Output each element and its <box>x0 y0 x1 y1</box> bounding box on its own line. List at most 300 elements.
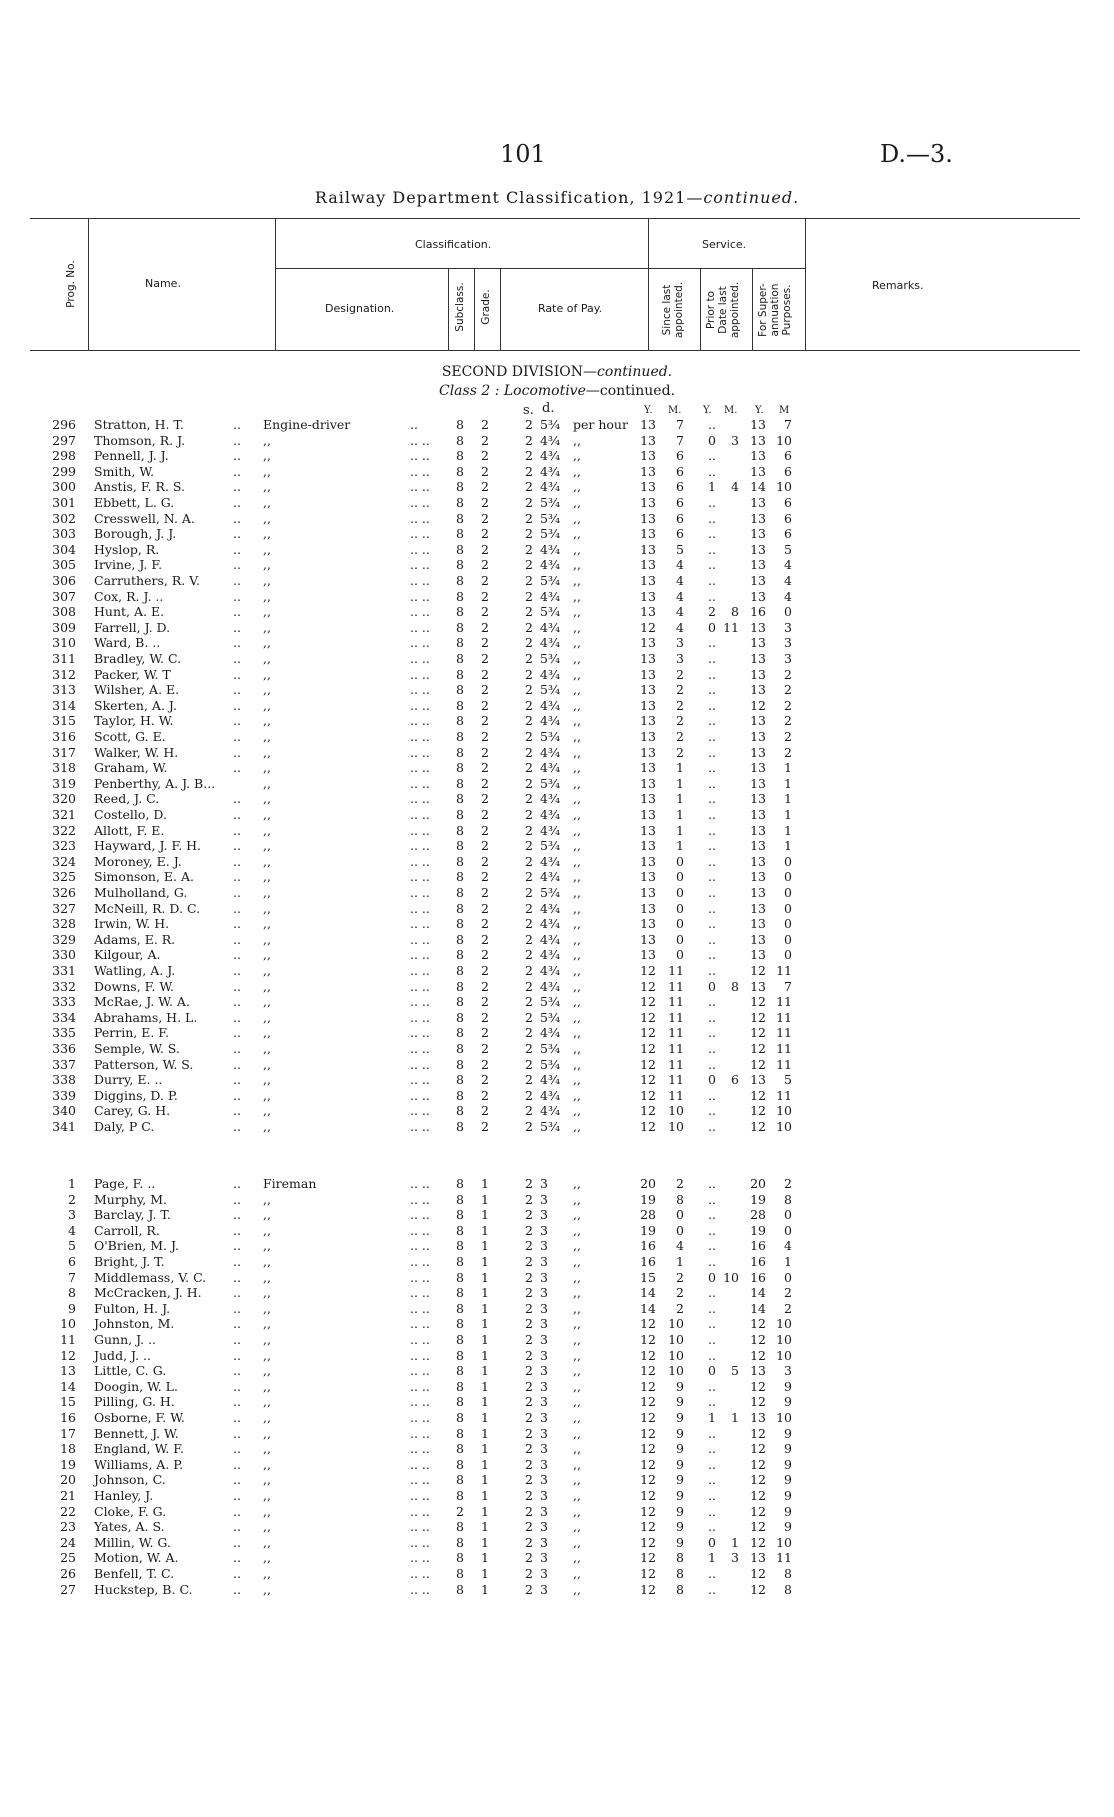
rate-shillings: 2 <box>525 1254 533 1269</box>
prior-months: 1 <box>731 1410 739 1425</box>
prog-no: 323 <box>52 838 76 854</box>
leader-dots: .. .. <box>410 666 430 682</box>
leader-dots: .. <box>233 791 241 807</box>
employee-name: Middlemass, V. C. <box>94 1269 207 1285</box>
super-months: 10 <box>776 479 792 495</box>
designation: ,, <box>263 916 271 932</box>
rate-shillings: 2 <box>525 885 533 900</box>
since-years: 12 <box>640 1347 656 1363</box>
rate-pence: 3 <box>540 1285 548 1301</box>
subclass: 8 <box>456 1534 464 1550</box>
rate-pence: 5¾ <box>540 1009 561 1025</box>
prog-no: 23 <box>60 1519 76 1535</box>
leader-dots: .. <box>233 1456 241 1472</box>
rate-pence: 4¾ <box>540 822 561 838</box>
prior-years: 0 <box>708 978 716 994</box>
leader-dots: .. .. <box>410 541 430 557</box>
designation: ,, <box>263 900 271 916</box>
rate-pence: 3 <box>540 1410 548 1425</box>
rate-pence: 3 <box>540 1222 548 1238</box>
leader-dots: .. <box>233 931 241 947</box>
since-years: 12 <box>640 1581 656 1597</box>
since-months: 10 <box>668 1363 684 1379</box>
grade: 1 <box>481 1566 489 1581</box>
super-months: 11 <box>776 1009 792 1025</box>
since-months: 9 <box>676 1378 684 1394</box>
rate-shillings: 2 <box>525 947 533 963</box>
prior-years: .. <box>708 947 716 963</box>
service-header: Service. <box>702 238 747 251</box>
prior-years: .. <box>708 994 716 1010</box>
rate-pence: 4¾ <box>540 1087 561 1103</box>
division-label: SECOND DIVISION— <box>441 364 598 380</box>
prog-no: 22 <box>60 1503 76 1519</box>
leader-dots: .. .. <box>410 1222 430 1238</box>
super-years: 12 <box>750 1332 766 1347</box>
col-divider <box>648 218 649 350</box>
grade: 1 <box>481 1285 489 1301</box>
subclass: 8 <box>456 853 464 869</box>
leader-dots: .. <box>233 1222 241 1238</box>
since-months: 9 <box>676 1456 684 1472</box>
subclass: 8 <box>456 744 464 760</box>
super-months: 10 <box>776 1103 792 1119</box>
grade: 2 <box>481 635 489 651</box>
subclass: 8 <box>456 1550 464 1566</box>
prog-no-header: Prog. No. <box>65 260 77 308</box>
super-months: 10 <box>776 1410 792 1425</box>
super-years: 13 <box>750 666 766 682</box>
leader-dots: .. .. <box>410 963 430 978</box>
super-years: 12 <box>750 1119 766 1134</box>
subclass: 8 <box>456 1456 464 1472</box>
employee-name: Semple, W. S. <box>94 1041 180 1056</box>
subclass: 8 <box>456 1041 464 1056</box>
grade: 1 <box>481 1316 489 1332</box>
designation: ,, <box>263 729 271 744</box>
rate-period: ,, <box>573 448 581 464</box>
prior-years: .. <box>708 510 716 526</box>
since-years: 13 <box>640 697 656 713</box>
rate-period: ,, <box>573 1519 581 1535</box>
grade: 2 <box>481 1103 489 1119</box>
class-label: Class 2 : <box>438 383 500 399</box>
leader-dots: .. <box>233 651 241 666</box>
super-months: 10 <box>776 1347 792 1363</box>
table-row <box>0 947 1114 963</box>
prior-months: 8 <box>731 978 739 994</box>
table-row <box>0 1488 1114 1504</box>
table-row <box>0 776 1114 792</box>
subclass: 8 <box>456 869 464 885</box>
leader-dots: .. <box>233 1332 241 1347</box>
grade: 2 <box>481 775 489 791</box>
super-months: 5 <box>784 1072 792 1088</box>
since-months: 9 <box>676 1488 684 1503</box>
prior-years: .. <box>708 526 716 542</box>
leader-dots: .. .. <box>410 557 430 573</box>
since-years: 13 <box>640 479 656 495</box>
rate-shillings: 2 <box>525 495 533 510</box>
subclass-header: Subclass. <box>454 282 466 332</box>
since-months: 9 <box>676 1394 684 1410</box>
employee-name: Abrahams, H. L. <box>94 1009 198 1025</box>
employee-name: McRae, J. W. A. <box>94 994 190 1010</box>
designation: ,, <box>263 651 271 666</box>
since-years: 12 <box>640 1103 656 1119</box>
employee-name: Simonson, E. A. <box>94 869 194 885</box>
since-years: 12 <box>640 1410 656 1425</box>
rate-period: ,, <box>573 557 581 573</box>
since-months: 3 <box>676 651 684 666</box>
table-row <box>0 1410 1114 1426</box>
rate-period: ,, <box>573 791 581 807</box>
leader-dots: .. .. <box>410 1425 430 1441</box>
employee-name: Walker, W. H. <box>94 744 179 760</box>
leader-dots: .. .. <box>410 1581 430 1597</box>
prog-no: 9 <box>68 1300 76 1316</box>
employee-name: Osborne, F. W. <box>94 1410 185 1425</box>
rate-shillings: 2 <box>525 697 533 713</box>
grade: 1 <box>481 1300 489 1316</box>
designation: ,, <box>263 760 271 776</box>
prog-no: 313 <box>52 682 76 698</box>
employee-name: Benfell, T. C. <box>94 1566 175 1581</box>
employee-name: Pennell, J. J. <box>94 448 169 464</box>
leader-dots: .. <box>233 1238 241 1254</box>
table-row <box>0 979 1114 995</box>
super-months: 11 <box>776 1041 792 1056</box>
leader-dots: .. <box>233 1534 241 1550</box>
super-months: 1 <box>784 791 792 807</box>
since-years: 12 <box>640 1056 656 1072</box>
subclass: 8 <box>456 1087 464 1103</box>
prog-no: 331 <box>52 963 76 978</box>
prior-years: .. <box>708 869 716 885</box>
rate-pence: 5¾ <box>540 651 561 666</box>
super-years: 16 <box>750 604 766 620</box>
super-years: 13 <box>750 557 766 573</box>
leader-dots: .. .. <box>410 744 430 760</box>
since-months: 1 <box>676 791 684 807</box>
prior-years: .. <box>708 448 716 464</box>
super-years: 13 <box>750 713 766 729</box>
leader-dots: .. <box>233 916 241 932</box>
prior-months: 10 <box>723 1269 739 1285</box>
rate-pence: 3 <box>540 1332 548 1347</box>
prior-years: .. <box>708 1472 716 1488</box>
subclass: 8 <box>456 1316 464 1332</box>
prior-years: .. <box>708 463 716 479</box>
rate-period: ,, <box>573 1254 581 1269</box>
rate-period: ,, <box>573 729 581 744</box>
leader-dots: .. .. <box>410 885 430 900</box>
leader-dots: .. <box>233 417 241 432</box>
rate-period: ,, <box>573 1441 581 1457</box>
grade: 2 <box>481 432 489 448</box>
rate-shillings: 2 <box>525 1441 533 1457</box>
leader-dots: .. <box>233 697 241 713</box>
leader-dots: .. .. <box>410 1378 430 1394</box>
employee-name: Irwin, W. H. <box>94 916 170 932</box>
grade: 1 <box>481 1363 489 1379</box>
since-years: 12 <box>640 963 656 978</box>
leader-dots: .. .. <box>410 1488 430 1503</box>
grade: 2 <box>481 619 489 635</box>
unit-months: M <box>779 405 790 416</box>
super-years: 12 <box>750 1534 766 1550</box>
subclass: 8 <box>456 604 464 620</box>
leader-dots: .. <box>233 1103 241 1119</box>
rate-shillings: 2 <box>525 604 533 620</box>
subclass: 8 <box>456 1332 464 1347</box>
since-months: 2 <box>676 713 684 729</box>
rate-pence: 5¾ <box>540 885 561 900</box>
since-years: 13 <box>640 900 656 916</box>
subclass: 8 <box>456 900 464 916</box>
since-years: 13 <box>640 651 656 666</box>
rate-pence: 5¾ <box>540 1041 561 1056</box>
super-years: 13 <box>750 495 766 510</box>
table-row <box>0 869 1114 885</box>
rate-shillings: 2 <box>525 1119 533 1134</box>
leader-dots: .. <box>233 1581 241 1597</box>
super-months: 0 <box>784 885 792 900</box>
table-row <box>0 1025 1114 1041</box>
prog-no: 303 <box>52 526 76 542</box>
rate-pence: 5¾ <box>540 604 561 620</box>
rate-shillings: 2 <box>525 1316 533 1332</box>
super-months: 3 <box>784 635 792 651</box>
prog-no: 11 <box>60 1332 76 1347</box>
subclass: 8 <box>456 791 464 807</box>
employee-name: Wilsher, A. E. <box>94 682 180 698</box>
since-years: 13 <box>640 729 656 744</box>
subclass: 8 <box>456 1222 464 1238</box>
super-months: 9 <box>784 1425 792 1441</box>
super-years: 16 <box>750 1254 766 1269</box>
prior-years: .. <box>708 963 716 978</box>
since-months: 10 <box>668 1103 684 1119</box>
since-years: 12 <box>640 1025 656 1041</box>
leader-dots: .. .. <box>410 510 430 526</box>
col-divider <box>700 268 701 350</box>
super-months: 8 <box>784 1191 792 1207</box>
rate-period: ,, <box>573 1534 581 1550</box>
leader-dots: .. <box>233 869 241 885</box>
designation: ,, <box>263 1581 271 1597</box>
rate-period: ,, <box>573 1191 581 1207</box>
leader-dots: .. <box>233 838 241 854</box>
leader-dots: .. <box>233 994 241 1010</box>
rate-pence: 4¾ <box>540 697 561 713</box>
leader-dots: .. .. <box>410 822 430 838</box>
since-months: 11 <box>668 1087 684 1103</box>
prior-years: .. <box>708 1087 716 1103</box>
subclass: 8 <box>456 697 464 713</box>
prior-years: 0 <box>708 432 716 448</box>
table-row <box>0 667 1114 683</box>
subclass: 8 <box>456 417 464 432</box>
since-years: 12 <box>640 1332 656 1347</box>
super-years: 14 <box>750 1285 766 1301</box>
rate-period: ,, <box>573 1378 581 1394</box>
subclass: 8 <box>456 1472 464 1488</box>
employee-name: Carroll, R. <box>94 1222 160 1238</box>
since-months: 11 <box>668 1072 684 1088</box>
prior-years: .. <box>708 1519 716 1535</box>
leader-dots: .. <box>233 495 241 510</box>
designation: ,, <box>263 588 271 604</box>
leader-dots: .. .. <box>410 916 430 932</box>
since-years: 13 <box>640 869 656 885</box>
employee-name: Scott, G. E. <box>94 729 166 744</box>
table-row <box>0 448 1114 464</box>
grade: 2 <box>481 604 489 620</box>
leader-dots: .. <box>233 1441 241 1457</box>
table-row <box>0 916 1114 932</box>
rate-period: ,, <box>573 994 581 1010</box>
prog-no: 8 <box>68 1285 76 1301</box>
since-months: 0 <box>676 916 684 932</box>
leader-dots: .. <box>233 510 241 526</box>
table-row <box>0 1088 1114 1104</box>
subclass: 8 <box>456 1394 464 1410</box>
super-years: 12 <box>750 1378 766 1394</box>
rate-period: ,, <box>573 666 581 682</box>
since-years: 13 <box>640 885 656 900</box>
rate-pence: 5¾ <box>540 417 561 432</box>
since-months: 6 <box>676 479 684 495</box>
grade: 2 <box>481 448 489 464</box>
table-row <box>0 573 1114 589</box>
designation: ,, <box>263 1410 271 1425</box>
super-months: 6 <box>784 526 792 542</box>
prior-years: 0 <box>708 619 716 635</box>
prog-no: 20 <box>60 1472 76 1488</box>
rate-period: ,, <box>573 1041 581 1056</box>
employee-name: Hanley, J. <box>94 1488 154 1503</box>
grade: 1 <box>481 1332 489 1347</box>
grade: 2 <box>481 822 489 838</box>
leader-dots: .. <box>233 1566 241 1581</box>
subclass: 8 <box>456 588 464 604</box>
rate-period: ,, <box>573 1410 581 1425</box>
designation: ,, <box>263 1072 271 1088</box>
super-years: 13 <box>750 729 766 744</box>
designation: ,, <box>263 1285 271 1301</box>
rate-pence: 4¾ <box>540 1025 561 1041</box>
since-months: 11 <box>668 994 684 1010</box>
super-months: 1 <box>784 838 792 854</box>
since-months: 8 <box>676 1550 684 1566</box>
rate-pence: 4¾ <box>540 448 561 464</box>
rate-shillings: 2 <box>525 760 533 776</box>
designation: ,, <box>263 1566 271 1581</box>
grade: 1 <box>481 1410 489 1425</box>
grade: 2 <box>481 1119 489 1134</box>
prog-no: 341 <box>52 1119 76 1134</box>
leader-dots: .. <box>233 729 241 744</box>
prog-no: 14 <box>60 1378 76 1394</box>
since-years: 12 <box>640 1394 656 1410</box>
since-years: 13 <box>640 463 656 479</box>
leader-dots: .. .. <box>410 1456 430 1472</box>
leader-dots: .. .. <box>410 978 430 994</box>
super-months: 0 <box>784 947 792 963</box>
rate-shillings: 2 <box>525 1025 533 1041</box>
super-years: 12 <box>750 1394 766 1410</box>
super-months: 6 <box>784 448 792 464</box>
super-months: 0 <box>784 900 792 916</box>
super-months: 5 <box>784 541 792 557</box>
employee-name: Mulholland, G. <box>94 885 188 900</box>
leader-dots: .. <box>233 744 241 760</box>
table-row <box>0 526 1114 542</box>
super-months: 8 <box>784 1581 792 1597</box>
rate-pence: 4¾ <box>540 947 561 963</box>
prior-years: .. <box>708 885 716 900</box>
since-months: 1 <box>676 807 684 822</box>
grade: 2 <box>481 1072 489 1088</box>
employee-name: O'Brien, M. J. <box>94 1238 179 1254</box>
since-years: 12 <box>640 1519 656 1535</box>
employee-name: Watling, A. J. <box>94 963 176 978</box>
super-years: 13 <box>750 947 766 963</box>
rate-pence: 4¾ <box>540 479 561 495</box>
subclass: 8 <box>456 1119 464 1134</box>
super-months: 2 <box>784 697 792 713</box>
since-years: 13 <box>640 604 656 620</box>
subclass: 8 <box>456 760 464 776</box>
rate-pence: 4¾ <box>540 463 561 479</box>
super-months: 11 <box>776 1056 792 1072</box>
super-years: 13 <box>750 791 766 807</box>
super-months: 2 <box>784 729 792 744</box>
prior-years: 0 <box>708 1072 716 1088</box>
prior-years: .. <box>708 666 716 682</box>
table-row <box>0 1285 1114 1301</box>
subclass: 8 <box>456 448 464 464</box>
employee-name: Irvine, J. F. <box>94 557 163 573</box>
super-years: 13 <box>750 651 766 666</box>
rate-shillings: 2 <box>525 791 533 807</box>
prior-years: .. <box>708 775 716 791</box>
super-months: 0 <box>784 1269 792 1285</box>
designation: ,, <box>263 853 271 869</box>
leader-dots: .. .. <box>410 760 430 776</box>
super-months: 2 <box>784 682 792 698</box>
prog-no: 335 <box>52 1025 76 1041</box>
rate-shillings: 2 <box>525 978 533 994</box>
grade: 2 <box>481 1041 489 1056</box>
employee-name: Hyslop, R. <box>94 541 160 557</box>
since-years: 12 <box>640 1441 656 1457</box>
grade: 2 <box>481 853 489 869</box>
prog-no: 319 <box>52 775 76 791</box>
rate-period: ,, <box>573 947 581 963</box>
rate-shillings: 2 <box>525 541 533 557</box>
employee-name: Barclay, J. T. <box>94 1207 171 1223</box>
super-years: 13 <box>750 510 766 526</box>
employee-name: Johnston, M. <box>94 1316 175 1332</box>
prog-no: 316 <box>52 729 76 744</box>
designation: ,, <box>263 1191 271 1207</box>
employee-name: Huckstep, B. C. <box>94 1581 193 1597</box>
table-row <box>0 838 1114 854</box>
rate-period: ,, <box>573 1316 581 1332</box>
leader-dots: .. <box>233 573 241 588</box>
